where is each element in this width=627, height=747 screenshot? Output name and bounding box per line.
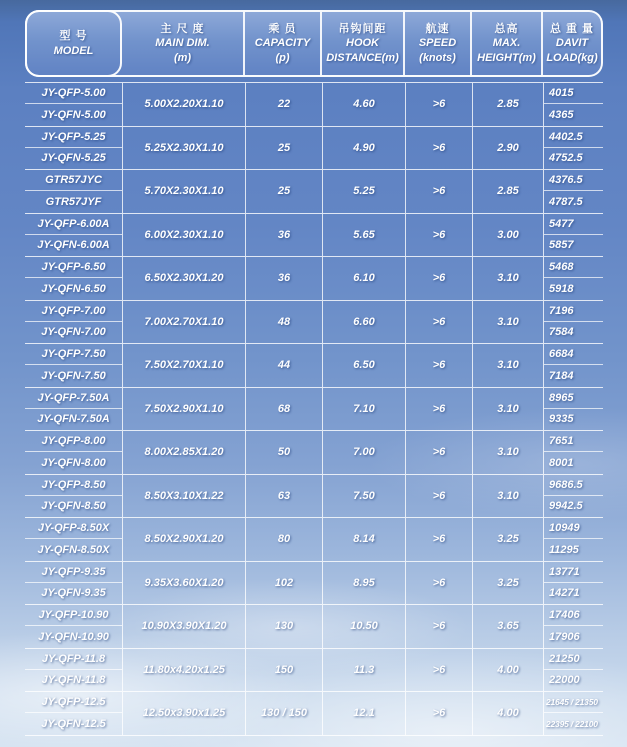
davit-load-value: 13771 [544,562,603,583]
davit-load-cell [543,605,603,648]
speed-cell: >6 [405,214,472,257]
main-dim-cell: 5.25X2.30X1.10 [122,127,245,170]
model-cell [25,83,122,126]
model-name: JY-QFN-8.50X [37,543,110,556]
davit-load-value: 4787.5 [549,195,583,208]
max-height-cell: 3.10 [472,388,543,431]
header-main-dim-unit: (m) [173,51,192,64]
model-name: JY-QFN-12.5 [41,717,106,730]
max-height-cell: 3.10 [472,301,543,344]
max-height-cell: 3.65 [472,605,543,648]
speed-cell: >6 [405,518,472,561]
davit-load-value: 22000 [549,674,580,687]
header-model-en: MODEL [53,44,94,57]
davit-load-cell [543,692,603,735]
model-name: JY-QFN-7.50 [41,369,106,382]
model-name: JY-QFN-11.8 [41,674,106,687]
header-max-height-unit: HEIGHT(m) [477,51,536,64]
column-header-capacity [243,12,320,75]
hook-distance-cell: 6.50 [322,344,405,387]
speed-cell: >6 [405,170,472,213]
capacity-cell: 130 / 150 [245,692,322,735]
davit-load-cell [543,83,603,126]
main-dim-cell: 6.50X2.30X1.20 [122,257,245,300]
davit-load-value: 7584 [549,326,574,339]
hook-distance-cell: 7.10 [322,388,405,431]
column-header-speed [403,12,470,75]
model-name: JY-QFP-7.50 [25,344,122,365]
davit-load-cell [543,518,603,561]
davit-load-value: 22395 / 22100 [546,718,598,729]
model-name: JY-QFP-5.25 [25,127,122,148]
davit-load-value: 21250 [544,649,603,670]
capacity-cell: 150 [245,649,322,692]
model-name: JY-QFP-8.00 [25,431,122,452]
model-name: JY-QFP-8.50 [25,475,122,496]
table-row [25,126,603,170]
main-dim-cell: 12.50x3.90x1.25 [122,692,245,735]
hook-distance-cell: 8.14 [322,518,405,561]
davit-load-value: 4752.5 [549,152,583,165]
speed-cell: >6 [405,301,472,344]
model-name: JY-QFN-9.35 [41,587,106,600]
max-height-cell: 3.25 [472,562,543,605]
table-header-row [25,10,603,77]
model-cell [25,257,122,300]
davit-load-cell [543,388,603,431]
davit-load-value: 5918 [549,282,574,295]
davit-load-cell [543,649,603,692]
davit-load-cell [543,344,603,387]
table-row [25,82,603,126]
max-height-cell: 3.00 [472,214,543,257]
max-height-cell: 4.00 [472,649,543,692]
column-header-hook-distance [320,12,403,75]
max-height-cell: 2.85 [472,170,543,213]
main-dim-cell: 7.50X2.90X1.10 [122,388,245,431]
model-name: JY-QFN-10.90 [38,630,109,643]
table-row [25,691,603,735]
model-name: JY-QFP-6.00A [25,214,122,235]
capacity-cell: 25 [245,170,322,213]
speed-cell: >6 [405,127,472,170]
capacity-cell: 25 [245,127,322,170]
model-name: JY-QFN-8.50 [41,500,106,513]
speed-cell: >6 [405,344,472,387]
main-dim-cell: 8.50X3.10X1.22 [122,475,245,518]
model-name: JY-QFN-6.50 [41,282,106,295]
davit-load-value: 21645 / 21350 [544,692,603,713]
model-name: JY-QFP-12.5 [25,692,122,713]
model-cell [25,562,122,605]
capacity-cell: 102 [245,562,322,605]
header-speed-en: SPEED [418,37,457,50]
hook-distance-cell: 6.60 [322,301,405,344]
table-row [25,343,603,387]
davit-load-value: 5857 [549,239,574,252]
davit-load-cell [543,431,603,474]
model-cell [25,692,122,735]
davit-load-value: 7196 [544,301,603,322]
model-cell [25,431,122,474]
capacity-cell: 63 [245,475,322,518]
davit-load-value: 10949 [544,518,603,539]
hook-distance-cell: 5.65 [322,214,405,257]
main-dim-cell: 10.90X3.90X1.20 [122,605,245,648]
header-davit-load-unit: LOAD(kg) [546,51,598,64]
capacity-cell: 68 [245,388,322,431]
davit-load-value: 4015 [544,83,603,104]
max-height-cell: 2.90 [472,127,543,170]
max-height-cell: 3.10 [472,475,543,518]
model-cell [25,649,122,692]
davit-load-value: 8965 [544,388,603,409]
davit-load-cell [543,170,603,213]
capacity-cell: 36 [245,257,322,300]
davit-load-cell [543,257,603,300]
model-cell [25,301,122,344]
main-dim-cell: 6.00X2.30X1.10 [122,214,245,257]
model-name: GTR57JYF [45,195,102,208]
davit-load-value: 14271 [549,587,580,600]
table-row [25,169,603,213]
header-max-height-en: MAX. [492,37,521,50]
hook-distance-cell: 4.90 [322,127,405,170]
column-header-max-height [470,12,541,75]
model-name: JY-QFP-6.50 [25,257,122,278]
davit-load-value: 9335 [549,413,574,426]
table-row [25,604,603,648]
capacity-cell: 50 [245,431,322,474]
davit-load-value: 7651 [544,431,603,452]
hook-distance-cell: 6.10 [322,257,405,300]
header-speed-unit: (knots) [419,51,456,64]
max-height-cell: 3.10 [472,344,543,387]
davit-load-cell [543,301,603,344]
column-header-davit-load [541,12,601,75]
davit-load-value: 17406 [544,605,603,626]
max-height-cell: 3.25 [472,518,543,561]
table-row [25,213,603,257]
header-capacity-unit: (p) [275,51,290,64]
model-cell [25,214,122,257]
main-dim-cell: 7.50X2.70X1.10 [122,344,245,387]
header-main-dim-cn: 主 尺 度 [160,23,205,36]
main-dim-cell: 8.00X2.85X1.20 [122,431,245,474]
hook-distance-cell: 7.00 [322,431,405,474]
model-cell [25,388,122,431]
speed-cell: >6 [405,605,472,648]
capacity-cell: 44 [245,344,322,387]
davit-load-cell [543,562,603,605]
hook-distance-cell: 11.3 [322,649,405,692]
speed-cell: >6 [405,475,472,518]
table-row [25,300,603,344]
capacity-cell: 80 [245,518,322,561]
model-name: JY-QFP-7.00 [25,301,122,322]
model-name: JY-QFN-7.50A [37,413,110,426]
spec-table [25,10,603,736]
model-cell [25,170,122,213]
davit-load-value: 8001 [549,456,574,469]
model-name: GTR57JYC [25,170,122,191]
davit-load-value: 6684 [544,344,603,365]
davit-load-value: 5477 [544,214,603,235]
table-row [25,474,603,518]
model-cell [25,475,122,518]
model-name: JY-QFP-9.35 [25,562,122,583]
davit-load-value: 17906 [549,630,580,643]
table-row [25,430,603,474]
model-name: JY-QFN-5.25 [41,152,106,165]
davit-load-cell [543,127,603,170]
model-name: JY-QFN-6.00A [37,239,110,252]
header-capacity-en: CAPACITY [254,37,311,50]
header-max-height-cn: 总高 [494,23,519,36]
davit-load-value: 4376.5 [544,170,603,191]
model-name: JY-QFN-7.00 [41,326,106,339]
speed-cell: >6 [405,388,472,431]
header-hook-en: HOOK [346,37,379,50]
table-row [25,387,603,431]
hook-distance-cell: 8.95 [322,562,405,605]
max-height-cell: 3.10 [472,257,543,300]
hook-distance-cell: 7.50 [322,475,405,518]
model-name: JY-QFP-8.50X [25,518,122,539]
model-name: JY-QFP-10.90 [25,605,122,626]
header-speed-cn: 航速 [425,23,450,36]
capacity-cell: 48 [245,301,322,344]
speed-cell: >6 [405,562,472,605]
davit-load-value: 9942.5 [549,500,583,513]
header-davit-load-cn: 总 重 量 [549,23,595,36]
davit-load-value: 4365 [549,108,574,121]
davit-load-value: 7184 [549,369,574,382]
model-cell [25,127,122,170]
header-main-dim-en: MAIN DIM. [155,37,210,50]
davit-load-value: 11295 [549,543,579,556]
table-row [25,648,603,692]
max-height-cell: 4.00 [472,692,543,735]
max-height-cell: 3.10 [472,431,543,474]
hook-distance-cell: 10.50 [322,605,405,648]
model-name: JY-QFN-8.00 [41,456,106,469]
davit-load-value: 9686.5 [544,475,603,496]
max-height-cell: 2.85 [472,83,543,126]
table-row [25,517,603,561]
main-dim-cell: 5.70X2.30X1.10 [122,170,245,213]
speed-cell: >6 [405,431,472,474]
model-name: JY-QFP-11.8 [25,649,122,670]
main-dim-cell: 7.00X2.70X1.10 [122,301,245,344]
table-row [25,561,603,605]
hook-distance-cell: 12.1 [322,692,405,735]
model-name: JY-QFN-5.00 [41,108,106,121]
capacity-cell: 36 [245,214,322,257]
main-dim-cell: 8.50X2.90X1.20 [122,518,245,561]
davit-load-value: 5468 [544,257,603,278]
hook-distance-cell: 5.25 [322,170,405,213]
column-header-main-dim [122,12,243,75]
davit-load-cell [543,475,603,518]
model-cell [25,518,122,561]
capacity-cell: 130 [245,605,322,648]
hook-distance-cell: 4.60 [322,83,405,126]
speed-cell: >6 [405,692,472,735]
model-cell [25,344,122,387]
table-row [25,256,603,300]
speed-cell: >6 [405,257,472,300]
capacity-cell: 22 [245,83,322,126]
davit-load-cell [543,214,603,257]
main-dim-cell: 5.00X2.20X1.10 [122,83,245,126]
model-cell [25,605,122,648]
speed-cell: >6 [405,649,472,692]
model-name: JY-QFP-5.00 [25,83,122,104]
header-capacity-cn: 乘 员 [268,23,297,36]
davit-load-value: 4402.5 [544,127,603,148]
table-body [25,82,603,736]
main-dim-cell: 11.80x4.20x1.25 [122,649,245,692]
main-dim-cell: 9.35X3.60X1.20 [122,562,245,605]
header-hook-cn: 吊钩间距 [338,23,387,36]
model-name: JY-QFP-7.50A [25,388,122,409]
header-model-cn: 型 号 [59,30,88,43]
speed-cell: >6 [405,83,472,126]
header-davit-load-en: DAVIT [555,37,589,50]
header-hook-unit: DISTANCE(m) [326,51,399,64]
column-header-model [25,10,122,77]
